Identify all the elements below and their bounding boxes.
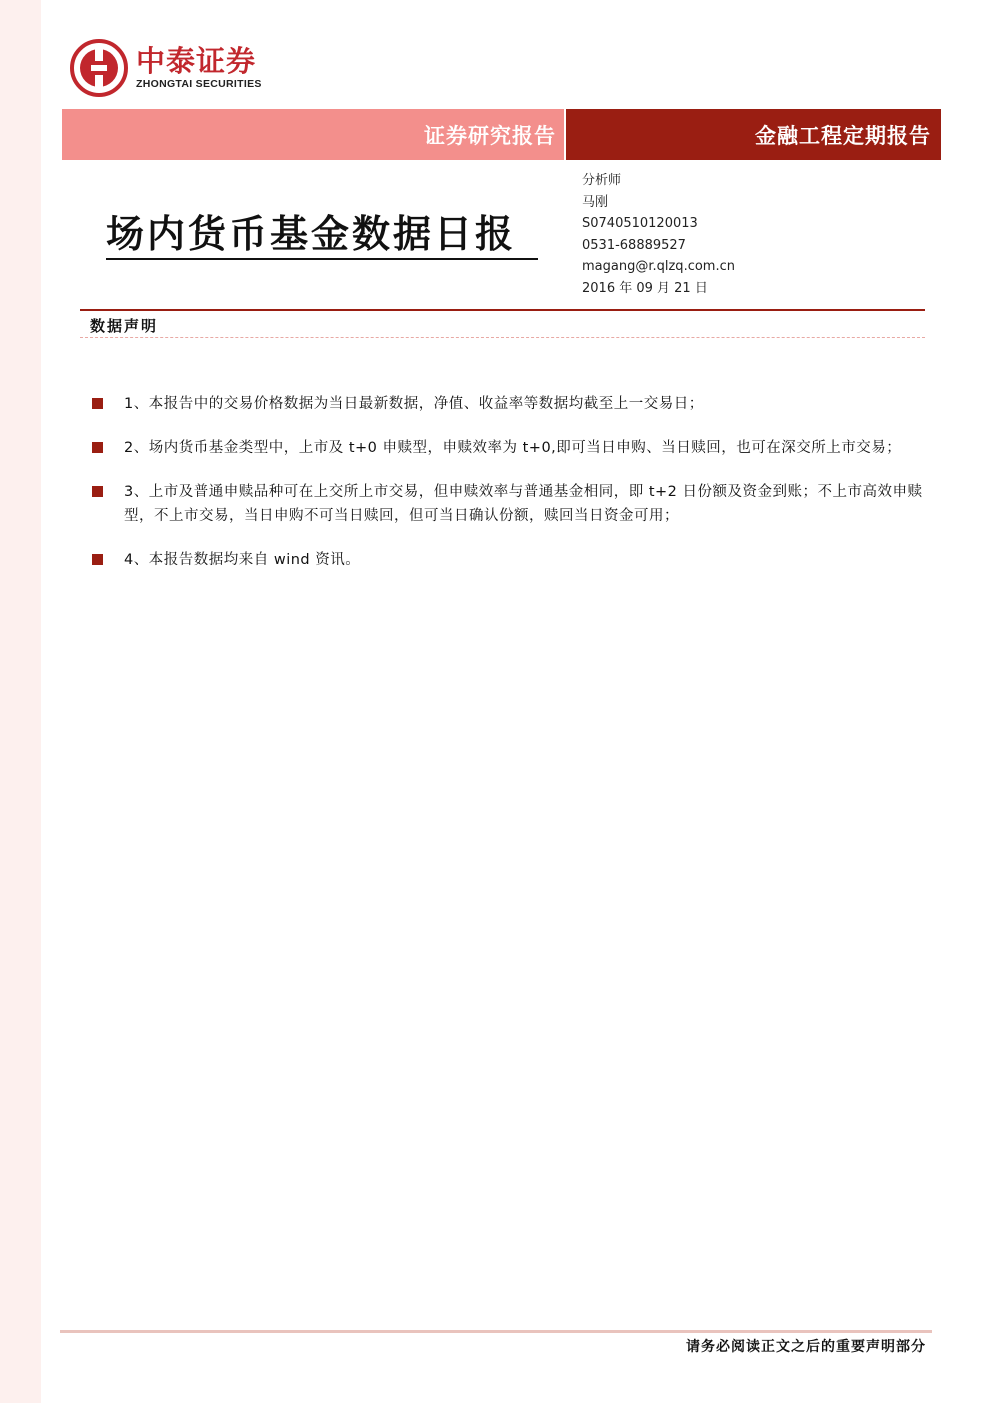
section-title: 数据声明 [90, 317, 159, 335]
company-name-cn: 中泰证券 [136, 44, 257, 78]
bullet-square-icon [92, 442, 103, 453]
footer-note: 请务必阅读正文之后的重要声明部分 [686, 1339, 926, 1355]
left-margin-strip [0, 0, 41, 1403]
bullet-square-icon [92, 554, 103, 565]
list-item-text: 2、场内货币基金类型中，上市及 t+0 申赎型，申赎效率为 t+0,即可当日申购、当日赎回，也可在深交所上市交易； [124, 440, 902, 456]
list-item-text: 1、本报告中的交易价格数据为当日最新数据，净值、收益率等数据均截至上一交易日； [124, 396, 704, 412]
report-date: 2016 年 09 月 21 日 [582, 280, 708, 296]
list-item-text: 3、上市及普通申赎品种可在上交所上市交易，但申赎效率与普通基金相同，即 t+2 日份额及资金到账；不上市高效申赎型，不上市交易，当日申购不可当日赎回，但可当日确认份额，赎回当日资金可用； [124, 484, 923, 524]
list-item [92, 480, 932, 528]
company-name-en: ZHONGTAI SECURITIES [136, 78, 262, 90]
analyst-email[interactable]: magang@r.qlzq.com.cn [582, 259, 735, 274]
footer-divider [60, 1330, 932, 1333]
section-divider [80, 337, 925, 338]
bullet-square-icon [92, 398, 103, 409]
list-item [92, 436, 932, 460]
banner-report-category [566, 109, 941, 160]
disclaimer-list [92, 392, 932, 592]
analyst-name: 马刚 [582, 194, 609, 210]
banner-report-type [62, 109, 564, 160]
analyst-phone: 0531-68889527 [582, 237, 686, 253]
list-item-text: 4、本报告数据均来自 wind 资讯。 [124, 552, 361, 568]
zhongtai-logo-icon [70, 39, 128, 97]
analyst-info [582, 170, 735, 299]
analyst-role: 分析师 [582, 173, 622, 188]
bullet-square-icon [92, 486, 103, 497]
list-item [92, 392, 932, 416]
analyst-license: S0740510120013 [582, 216, 698, 231]
section-header [80, 309, 925, 337]
list-item [92, 548, 932, 572]
report-title: 场内货币基金数据日报 [106, 212, 538, 260]
company-logo [70, 40, 262, 96]
banner-right-label: 金融工程定期报告 [755, 122, 931, 148]
banner-left-label: 证券研究报告 [424, 122, 556, 148]
